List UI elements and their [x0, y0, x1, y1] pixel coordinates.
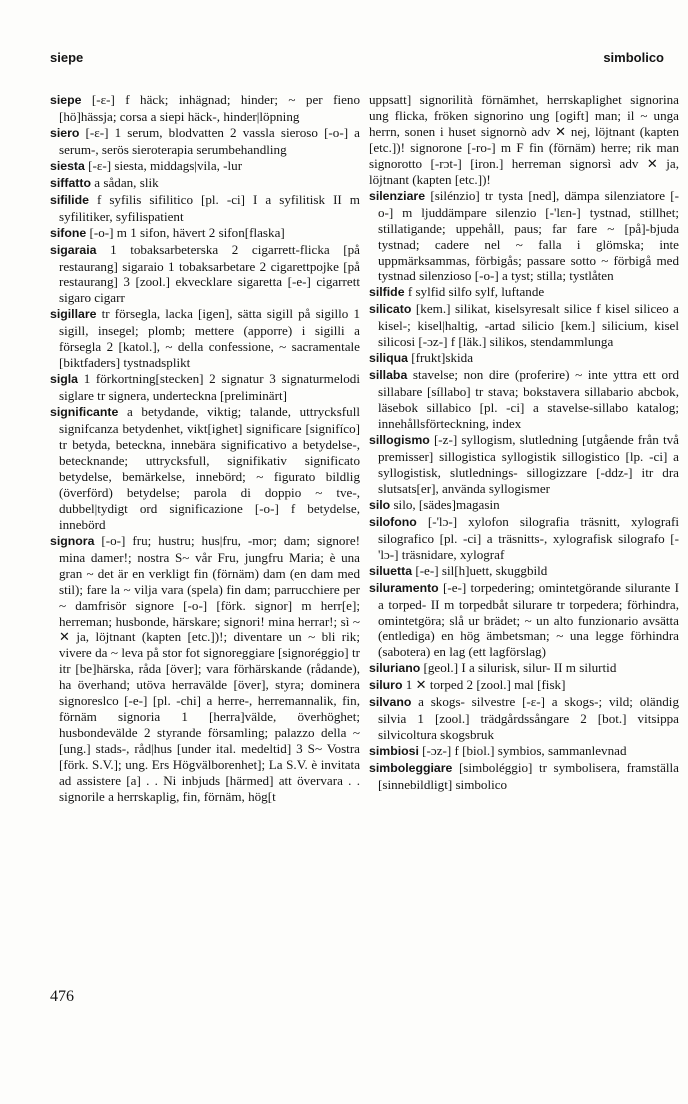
- entry-text: 1 tobaksarbeterska 2 cigarrett-flicka [på restaurang] sigaraio 1 tobaksarbetare 2 cigarettpojke [på restaurang] 3 [zool.] ekvecklare sigaretta [-e-] cigarrett sigaro cigarr: [59, 241, 360, 306]
- header-right-guideword: simbolico: [603, 50, 664, 65]
- headword: simbiosi: [369, 744, 419, 759]
- headword: silvano: [369, 695, 412, 710]
- page-number: 476: [50, 988, 74, 1005]
- entry-text: 1 ✕ torped 2 [zool.] mal [fisk]: [402, 677, 566, 693]
- dictionary-entry: [50, 175, 360, 192]
- entry-text: a betydande, viktig; talande, uttrycksfull signifcanza betydenhet, vikt[ighet] significare [signifíco] tr betyda, beteckna, innebära significativo a betydelse-, betecknande; uttrycksfull, signifikativ significato betydelse, bemärkelse, innebörd; ~ figurato bildlig (överförd) betydelse; parola di doppio ~ tve-, dubbel|tydigt ord significazione [-o-] f betydelse, innebörd: [59, 404, 360, 532]
- dictionary-entry: [50, 306, 360, 371]
- entry-text: f sylfid silfo sylf, luftande: [404, 284, 545, 300]
- entry-text: [-z-] syllogism, slutledning [utgående från två premisser] sillogistica syllogistik sillogistico [lp. -ci] a syllogistisk, slutlednings- sillogizzare [-ddz-] itr dra slutsats[er], använda syllogismer: [378, 432, 679, 496]
- dictionary-entry: [369, 350, 679, 367]
- dictionary-entry: [369, 694, 679, 743]
- dictionary-entry: [50, 371, 360, 404]
- headword: simboleggiare: [369, 761, 453, 776]
- dictionary-entry: [369, 660, 679, 677]
- headword: siluro: [369, 678, 403, 693]
- entry-text: [kem.] silikat, kiselsyresalt silice f kisel siliceo a kisel-; kisel|haltig, -artad silicio [kem.] silicium, kisel silicosi [-ɔz-] f [läk.] silikos, stendammlunga: [378, 301, 679, 350]
- headword: siliqua: [369, 351, 408, 366]
- dictionary-entry: [369, 497, 679, 514]
- dictionary-entry: [369, 677, 679, 694]
- headword: sillogismo: [369, 433, 430, 448]
- headword: sigaraia: [50, 242, 97, 257]
- entry-text: [simboléggio] tr symbolisera, framställa [sinnebildligt] simbolico: [378, 760, 679, 793]
- dictionary-entry: [369, 432, 679, 497]
- headword: silofono: [369, 514, 417, 529]
- headword: sillaba: [369, 368, 408, 383]
- headword: sifone: [50, 225, 87, 240]
- dictionary-entry: [369, 188, 679, 285]
- headword: siluriano: [369, 661, 421, 676]
- entry-text: 1 förkortning[stecken] 2 signatur 3 signaturmelodi siglare tr signera, underteckna [preliminärt]: [59, 371, 360, 404]
- headword: siluetta: [369, 563, 413, 578]
- dictionary-entry: [369, 760, 679, 793]
- running-header: [50, 50, 664, 70]
- headword: sigillare: [50, 307, 97, 322]
- headword: siero: [50, 125, 80, 140]
- header-left-guideword: siepe: [50, 50, 84, 65]
- entry-text: [frukt]skida: [407, 350, 474, 366]
- dictionary-entry: [50, 125, 360, 158]
- left-column: [50, 92, 360, 805]
- dictionary-entry: [50, 242, 360, 307]
- headword: silo: [369, 497, 391, 512]
- headword: sifilide: [50, 192, 89, 207]
- dictionary-entry: [369, 301, 679, 350]
- headword: silicato: [369, 302, 412, 317]
- entry-text: silo, [sädes]magasin: [390, 496, 500, 512]
- dictionary-entry: [50, 404, 360, 533]
- entry-text: [-'lɔ-] xylofon silografia träsnitt, xylografi silografico [pl. -ci] a träsnitts-, xylografisk silografo [-'lɔ-] träsnidare, xylograf: [378, 513, 679, 562]
- entry-text: [-o-] fru; hustru; hus|fru, -mor; dam; signore! mina damer!; nostra S~ vår Fru, jungfru Maria; è una gran ~ det är en verkligt fin (förnäm) dam (en dam med stil); fare la ~ vilja vara (spela) fin dam; parrucchiere per ~ damfrisör signore [-o-] [förk. signor] m herr[e]; herreman; husbonde, härskare; signori! mina herrar!; sì ~ ✕ ja, löjtnant (kapten [etc.])!; diventare un ~ bli rik; vivere da ~ leva på stor fot signoreggiare [signoréggio] tr itr [be]härska, råda [över]; vara förhärskande (rådande), ha överhand; utöva herravälde [över], styra; dominera signoreslco [-e-] [pl. -chi] a herre-, herremannalik, fin, förnäm signoria 1 [herra]välde, överhöghet; husbondevälde 2 styrande församling; palazzo della ~ [ung.] stads-, råd|hus [under ital. medeltid] 3 S~ Vostra [förk. S.V.]; ung. Ers Högvälborenhet]; La S.V. è invitata ad assistere [a] . . Ni inbjuds [härmed] att övervara . . signorile a herrskaplig, fin, förnäm, hög[t: [59, 532, 360, 804]
- entry-text: [-ɛ-] f häck; inhägnad; hinder; ~ per fieno [hö]hässja; corsa a siepi häck-, hinder|löpning: [59, 92, 360, 124]
- headword: signora: [50, 533, 95, 548]
- dictionary-entry: [50, 92, 360, 125]
- entry-text: stavelse; non dire (proferire) ~ inte yttra ett ord sillabare [síllabo] tr stava; bokstavera sillabario abcbok, läsebok sillabico [pl. -ci] a stavelse-sillabo katalog; innehållsförteckning, index: [378, 367, 679, 432]
- continued-entry: uppsatt] signorilità förnämhet, herrskaplighet signorina ung flicka, fröken signorino ung [ogift] man; il ~ unga herrn, sonen i huset signornò adv ✕ nej, löjtnant (kapten [etc.])! signorone [-ro-] m F fin (förnäm) herre; rik man signorotto [-rɔt-] [iron.] herreman signorsì adv ✕ ja, löjtnant (kapten [etc.])!: [369, 92, 679, 187]
- dictionary-entry: [369, 580, 679, 661]
- headword: sigla: [50, 372, 79, 387]
- entry-text: [-ɛ-] 1 serum, blodvatten 2 vassla sieroso [-o-] a serum-, serös sieroterapia serumbehandling: [59, 124, 360, 157]
- dictionary-entry: [50, 225, 360, 242]
- entry-text: a skogs- silvestre [-ɛ-] a skogs-; vild; oländig silvia 1 [zool.] trädgårdssångare 2 [bot.] vitsippa silvicoltura skogsbruk: [378, 694, 679, 743]
- entry-text: [-ɛ-] siesta, middags|vila, -lur: [84, 157, 243, 173]
- headword: siepe: [50, 93, 82, 107]
- entry-text: f syfilis sifilitico [pl. -ci] I a syfilitisk II m syfilitiker, syfilispatient: [59, 191, 360, 224]
- entry-text: [silénzio] tr tysta [ned], dämpa silenziatore [-o-] m ljuddämpare silenzio [-'lɛn-] tystnad, stillhet; stillatigande; uppehåll, paus; far fare ~ [på]-bjuda tystnad; cadere nel ~ falla i glömska; inte uppmärksammas, förbigås; passare sotto ~ förbigå med tystnad silenzioso [-o-] a tyst; stilla; tystlåten: [378, 187, 679, 284]
- entry-text: [-e-] torpedering; omintetgörande silurante I a torped- II m torpedbåt silurare tr torpedera; förhindra, omintetgöra; slå ur brädet; ~ un alto funzionario avsätta (entlediga) en hög ämbetsman; ~ una legge förhindra (sabotera) en lag (ett lagförslag): [378, 579, 679, 660]
- entry-text: [-o-] m 1 sifon, hävert 2 sifon[flaska]: [86, 224, 285, 240]
- headword: silfide: [369, 285, 405, 300]
- dictionary-entry: [369, 563, 679, 580]
- headword: silenziare: [369, 188, 426, 203]
- entry-text: [-ɔz-] f [biol.] symbios, sammanlevnad: [418, 743, 627, 759]
- right-column: [369, 92, 679, 793]
- headword: siesta: [50, 158, 85, 173]
- entry-text: [geol.] I a silurisk, silur- II m silurtid: [420, 660, 617, 676]
- entry-text: tr försegla, lacka [igen], sätta sigill på sigillo 1 sigill, insegel; plomb; mettere (apporre) i sigilli a försegla 2 [katol.], ~ della confessione, ~ sacramentale [biktfaders] tystnadsplikt: [59, 306, 360, 371]
- headword: siffatto: [50, 175, 91, 190]
- dictionary-entry: [369, 284, 679, 301]
- dictionary-entry: [369, 743, 679, 760]
- dictionary-entry: [369, 367, 679, 432]
- dictionary-entry: [50, 533, 360, 805]
- dictionary-entry: [50, 192, 360, 225]
- headword: siluramento: [369, 580, 439, 595]
- headword: significante: [50, 405, 119, 420]
- dictionary-entry: [369, 514, 679, 563]
- entry-text: a sådan, slik: [91, 174, 159, 190]
- dictionary-entry: [50, 158, 360, 175]
- entry-text: [-e-] sil[h]uett, skuggbild: [412, 562, 548, 578]
